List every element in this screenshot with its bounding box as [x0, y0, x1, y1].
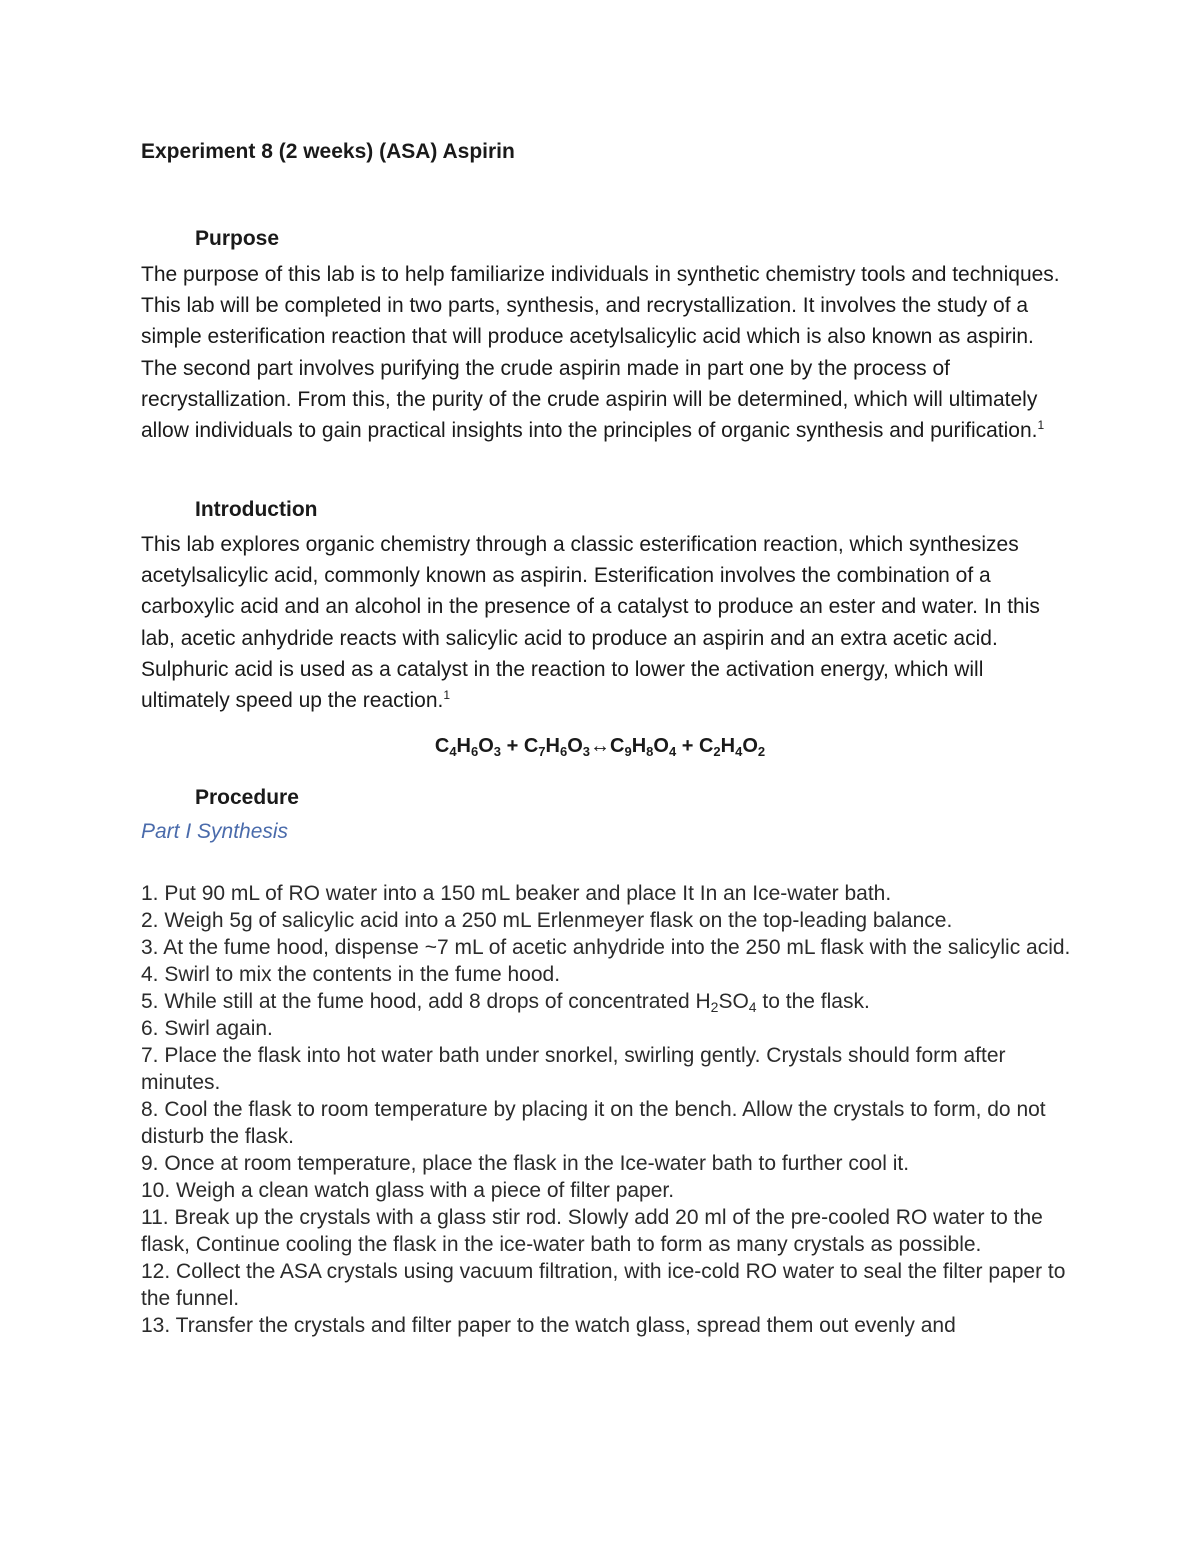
introduction-reference: 1 — [443, 688, 451, 703]
product-aspirin: $C_9H_8O_4$ — [610, 735, 677, 759]
purpose-heading: Purpose — [195, 227, 280, 250]
procedure-step: 13. Transfer the crystals and filter paper to the watch glass, spread them out evenly and — [141, 1314, 956, 1337]
procedure-step: 8. Cool the flask to room temperature by placing it on the bench. Allow the crystals to form, do not disturb the flask. — [141, 1098, 1046, 1148]
procedure-step: 4. Swirl to mix the contents in the fume hood. — [141, 963, 561, 986]
equation-plus: + — [501, 735, 524, 757]
procedure-step: 6. Swirl again. — [141, 1017, 273, 1040]
procedure-step: 2. Weigh 5g of salicylic acid into a 250 mL Erlenmeyer flask on the top-leading balance. — [141, 909, 953, 932]
procedure-step: 3. At the fume hood, dispense ~7 mL of acetic anhydride into the 250 mL flask with the salicylic acid. — [141, 936, 1071, 959]
procedure-step: 10. Weigh a clean watch glass with a piece of filter paper. — [141, 1179, 675, 1202]
procedure-heading: Procedure — [195, 786, 299, 809]
purpose-paragraph — [141, 259, 1071, 446]
procedure-steps — [141, 880, 1071, 1339]
reactant-salicylic-acid: $C_7H_6O_3$ — [523, 735, 590, 759]
procedure-step: 5. While still at the fume hood, add 8 drops of concentrated $H_2SO_4$ to the flask. — [141, 990, 870, 1015]
part-label: Part I Synthesis — [141, 820, 289, 843]
purpose-text: The purpose of this lab is to help familiarize individuals in synthetic chemistry tools and techniques. This lab will be completed in two parts, synthesis, and recrystallization. It involves the study of a simple esterification reaction that will produce acetylsalicylic acid which is also known as aspirin. The second part involves purifying the crude aspirin made in part one by the process of recrystallization. From this, the purity of the crude aspirin will be determined, which will ultimately allow individuals to gain practical insights into the principles of organic synthesis and purification. — [141, 263, 1060, 443]
procedure-step: 7. Place the flask into hot water bath under snorkel, swirling gently. Crystals should form after minutes. — [141, 1044, 1006, 1094]
equation-plus: + — [676, 735, 699, 757]
procedure-step: 1. Put 90 mL of RO water into a 150 mL beaker and place It In an Ice-water bath. — [141, 882, 892, 905]
purpose-reference: 1 — [1037, 418, 1045, 433]
document-title: Experiment 8 (2 weeks) (ASA) Aspirin — [141, 140, 515, 163]
introduction-heading: Introduction — [195, 498, 318, 521]
introduction-paragraph — [141, 529, 1071, 716]
procedure-step: 11. Break up the crystals with a glass stir rod. Slowly add 20 ml of the pre-cooled RO water to the flask, Continue cooling the flask in the ice-water bath to form as many crystals as possible. — [141, 1206, 1043, 1256]
equation-arrow: ↔ — [590, 735, 610, 757]
reaction-equation — [0, 735, 1200, 758]
product-acetic-acid: $C_2H_4O_2$ — [698, 735, 766, 759]
reactant-acetic-anhydride: $C_4H_6O_3$ — [434, 735, 502, 759]
procedure-step: 12. Collect the ASA crystals using vacuum filtration, with ice-cold RO water to seal the filter paper to the funnel. — [141, 1260, 1066, 1310]
procedure-step: 9. Once at room temperature, place the flask in the Ice-water bath to further cool it. — [141, 1152, 910, 1175]
introduction-text: This lab explores organic chemistry through a classic esterification reaction, which synthesizes acetylsalicylic acid, commonly known as aspirin. Esterification involves the combination of a carboxylic acid and an alcohol in the presence of a catalyst to produce an ester and water. In this lab, acetic anhydride reacts with salicylic acid to produce an aspirin and an extra acetic acid. Sulphuric acid is used as a catalyst in the reaction to lower the activation energy, which will ultimately speed up the reaction. — [141, 533, 1040, 713]
